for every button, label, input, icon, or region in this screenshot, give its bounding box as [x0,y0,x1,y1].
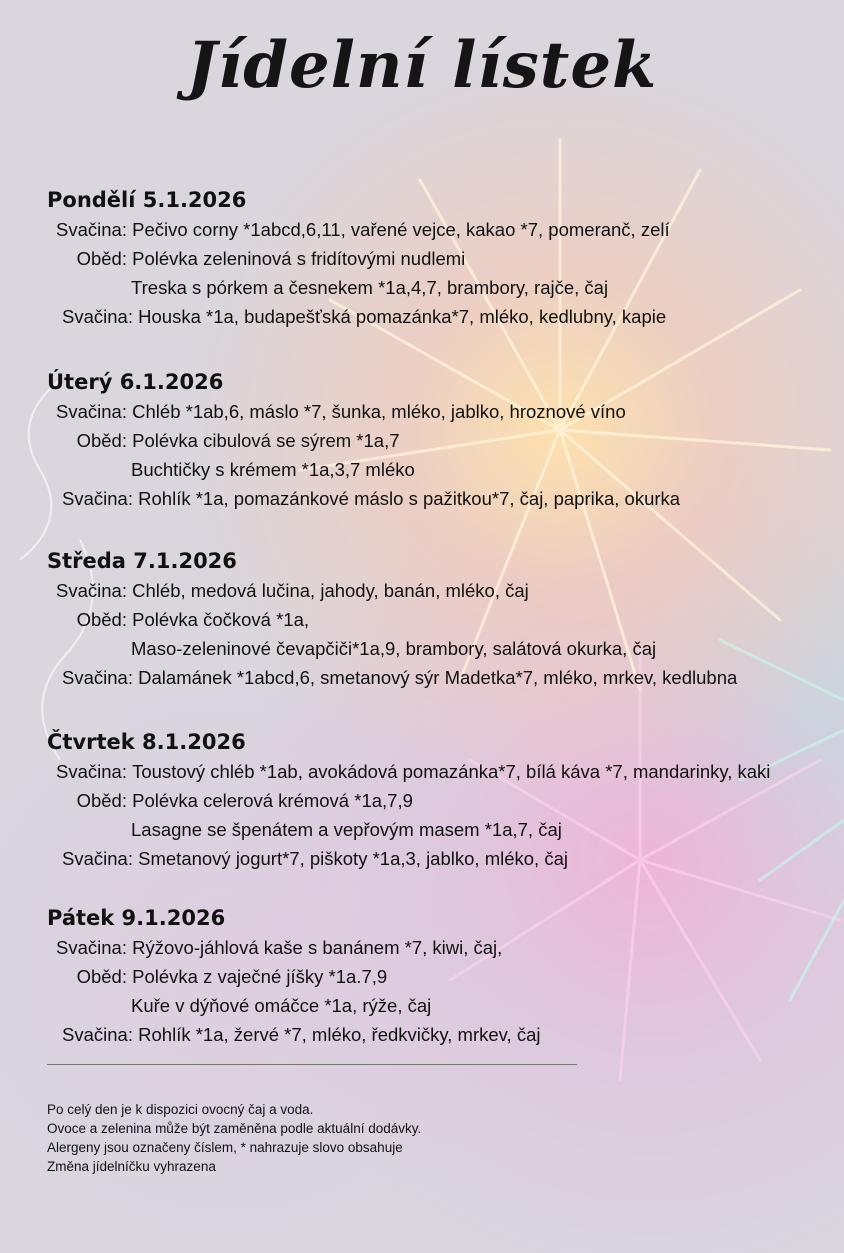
meal-label: Svačina: [56,219,127,240]
day-monday [47,185,837,331]
meal-row-main-course [47,273,837,302]
meal-row-snack-morning [47,576,837,605]
meal-row-snack-morning [47,215,837,244]
meal-text: Rohlík *1a, pomazánkové máslo s pažitkou*7, čaj, paprika, okurka [138,488,681,509]
meal-text: Smetanový jogurt*7, piškoty *1a,3, jablko, mléko, čaj [138,848,568,869]
meal-row-main-course [47,991,837,1020]
note: Po celý den je k dispozici ovocný čaj a voda. [47,1102,314,1117]
meal-row-main-course [47,815,837,844]
meal-text: Polévka cibulová se sýrem *1a,7 [132,430,400,451]
meal-row-snack-afternoon [47,302,837,331]
day-thursday [47,727,837,873]
day-wednesday [47,546,837,692]
meal-text: Polévka čočková *1a, [132,609,310,630]
meal-text: Kuře v dýňové omáčce *1a, rýže, čaj [131,995,432,1016]
meal-row-main-course [47,634,837,663]
meal-label: Oběd: [76,248,127,269]
meal-label: Svačina: [56,580,127,601]
footer-notes [47,1100,421,1176]
meal-text: Buchtičky s krémem *1a,3,7 mléko [131,459,415,480]
day-heading: Úterý 6.1.2026 [47,370,224,394]
meal-row-lunch [47,426,837,455]
meal-row-snack-afternoon [47,844,837,873]
meal-row-snack-afternoon [47,663,837,692]
meal-text: Chléb, medová lučina, jahody, banán, mléko, čaj [132,580,529,601]
meal-label: Svačina: [62,1024,133,1045]
meal-label: Svačina: [56,401,127,422]
meal-text: Maso-zeleninové čevapčiči*1a,9, brambory, salátová okurka, čaj [131,638,657,659]
meal-text: Rohlík *1a, žervé *7, mléko, ředkvičky, mrkev, čaj [138,1024,541,1045]
meal-label: Svačina: [56,937,127,958]
meal-text: Pečivo corny *1abcd,6,11, vařené vejce, kakao *7, pomeranč, zelí [132,219,670,240]
meal-text: Rýžovo-jáhlová kaše s banánem *7, kiwi, čaj, [132,937,503,958]
note: Ovoce a zelenina může být zaměněna podle aktuální dodávky. [47,1121,422,1136]
meal-row-snack-morning [47,757,837,786]
note: Alergeny jsou označeny číslem, * nahrazuje slovo obsahuje [47,1140,403,1155]
meal-text: Chléb *1ab,6, máslo *7, šunka, mléko, jablko, hroznové víno [132,401,626,422]
meal-label: Oběd: [76,430,127,451]
meal-row-lunch [47,244,837,273]
meal-row-snack-afternoon [47,484,837,513]
meal-text: Polévka z vaječné jíšky *1a.7,9 [132,966,388,987]
day-heading: Pondělí 5.1.2026 [47,188,247,212]
day-heading: Středa 7.1.2026 [47,549,237,573]
meal-label: Svačina: [62,488,133,509]
meal-text: Lasagne se špenátem a vepřovým masem *1a,7, čaj [131,819,562,840]
meal-label: Svačina: [62,306,133,327]
meal-row-snack-morning [47,397,837,426]
meal-label: Svačina: [62,667,133,688]
meal-text: Dalamánek *1abcd,6, smetanový sýr Madetka*7, mléko, mrkev, kedlubna [138,667,738,688]
meal-text: Polévka zeleninová s fridítovými nudlemi [132,248,466,269]
day-heading: Čtvrtek 8.1.2026 [47,730,246,754]
meal-text: Houska *1a, budapešťská pomazánka*7, mléko, kedlubny, kapie [138,306,667,327]
meal-row-lunch [47,962,837,991]
meal-text: Polévka celerová krémová *1a,7,9 [132,790,413,811]
day-friday [47,903,837,1049]
meal-label: Oběd: [76,790,127,811]
meal-label: Oběd: [76,966,127,987]
meal-row-main-course [47,455,837,484]
meal-row-lunch [47,786,837,815]
meal-row-snack-afternoon [47,1020,837,1049]
meal-text: Treska s pórkem a česnekem *1a,4,7, brambory, rajče, čaj [131,277,609,298]
divider [47,1064,577,1065]
day-tuesday [47,367,837,513]
note: Změna jídelníčku vyhrazena [47,1159,216,1174]
meal-row-snack-morning [47,933,837,962]
meal-label: Oběd: [76,609,127,630]
meal-row-lunch [47,605,837,634]
day-heading: Pátek 9.1.2026 [47,906,226,930]
meal-label: Svačina: [56,761,127,782]
meal-label: Svačina: [62,848,133,869]
meal-text: Toustový chléb *1ab, avokádová pomazánka*7, bílá káva *7, mandarinky, kaki [132,761,771,782]
page-title: Jídelní lístek [186,28,658,103]
